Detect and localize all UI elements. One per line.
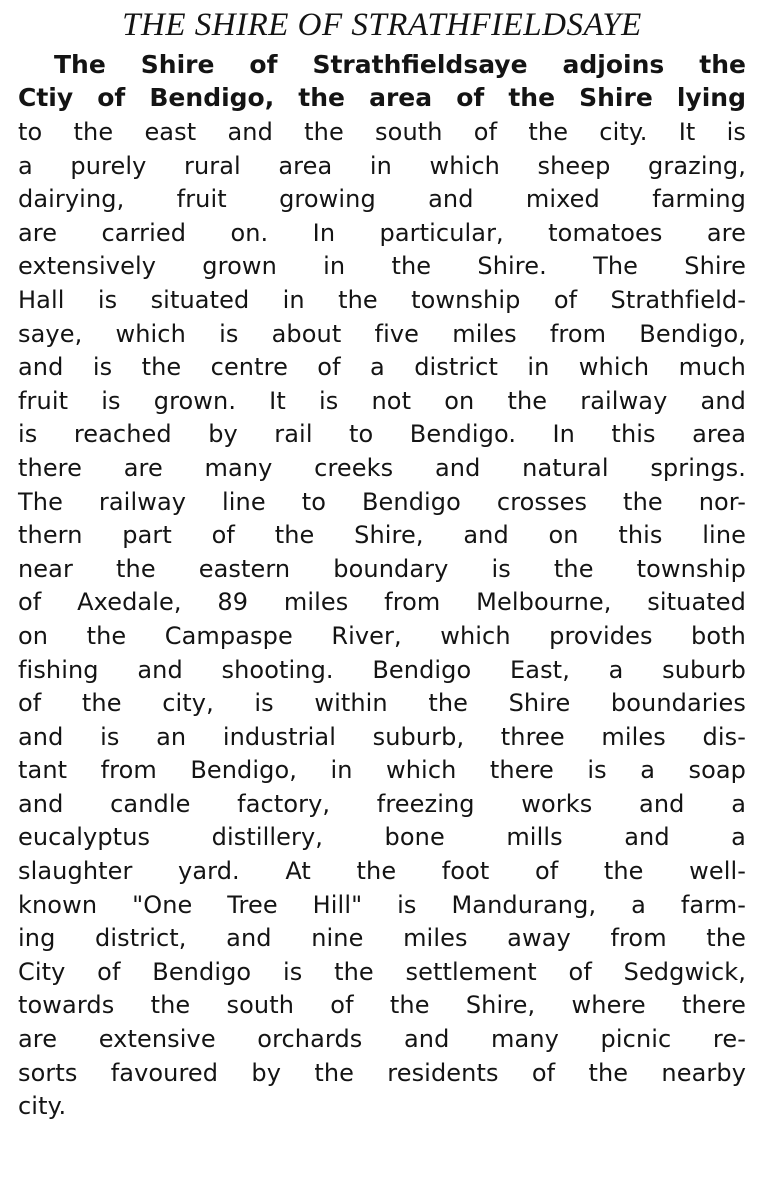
body-line: sorts favoured by the residents of the nearby: [18, 1058, 746, 1087]
body-line: and candle factory, freezing works and a: [18, 789, 746, 818]
body-line: slaughter yard. At the foot of the well-: [18, 857, 746, 886]
body-line: to the east and the south of the city. It is: [18, 118, 746, 146]
body-line: is reached by rail to Bendigo. In this area: [18, 420, 746, 449]
body-line: of Axedale, 89 miles from Melbourne, situated: [18, 588, 746, 617]
body-line: city.: [18, 1092, 67, 1121]
body-line: and is an industrial suburb, three miles dis-: [18, 722, 746, 751]
body-line: fishing and shooting. Bendigo East, a suburb: [18, 655, 746, 684]
body-line: dairying, fruit growing and mixed farming: [18, 185, 746, 214]
body-line: Hall is situated in the township of Strathfield-: [18, 285, 746, 314]
body-line: near the eastern boundary is the township: [18, 554, 746, 583]
body-line: ing district, and nine miles away from the: [18, 924, 746, 953]
body-line: extensively grown in the Shire. The Shire: [18, 252, 746, 281]
body-line: are carried on. In particular, tomatoes are: [18, 218, 746, 247]
headline: THE SHIRE OF STRATHFIELDSAYE: [122, 7, 642, 43]
lead-line-2: Ctiy of Bendigo, the area of the Shire lying: [18, 83, 746, 112]
body-line: tant from Bendigo, in which there is a soap: [18, 756, 746, 785]
body-line: The railway line to Bendigo crosses the nor-: [18, 487, 746, 516]
body-line: thern part of the Shire, and on this line: [18, 521, 746, 550]
body-line: fruit is grown. It is not on the railway and: [18, 386, 746, 415]
body-line: towards the south of the Shire, where there: [18, 991, 746, 1020]
body-line: are extensive orchards and many picnic re-: [18, 1025, 746, 1054]
body-line: and is the centre of a district in which much: [18, 353, 746, 382]
body-line: of the city, is within the Shire boundaries: [18, 689, 746, 718]
body-line: saye, which is about five miles from Bendigo,: [18, 319, 746, 348]
lead-line-1: The Shire of Strathfieldsaye adjoins the: [54, 50, 746, 79]
body-line: eucalyptus distillery, bone mills and a: [18, 823, 746, 852]
body-line: there are many creeks and natural springs.: [18, 453, 746, 482]
body-line: on the Campaspe River, which provides both: [18, 621, 746, 650]
body-line: known "One Tree Hill" is Mandurang, a farm-: [18, 890, 746, 919]
body-text: [18, 116, 746, 1124]
body-line: a purely rural area in which sheep grazing,: [18, 151, 746, 180]
article: [18, 6, 746, 1124]
body-line: City of Bendigo is the settlement of Sedgwick,: [18, 957, 746, 986]
